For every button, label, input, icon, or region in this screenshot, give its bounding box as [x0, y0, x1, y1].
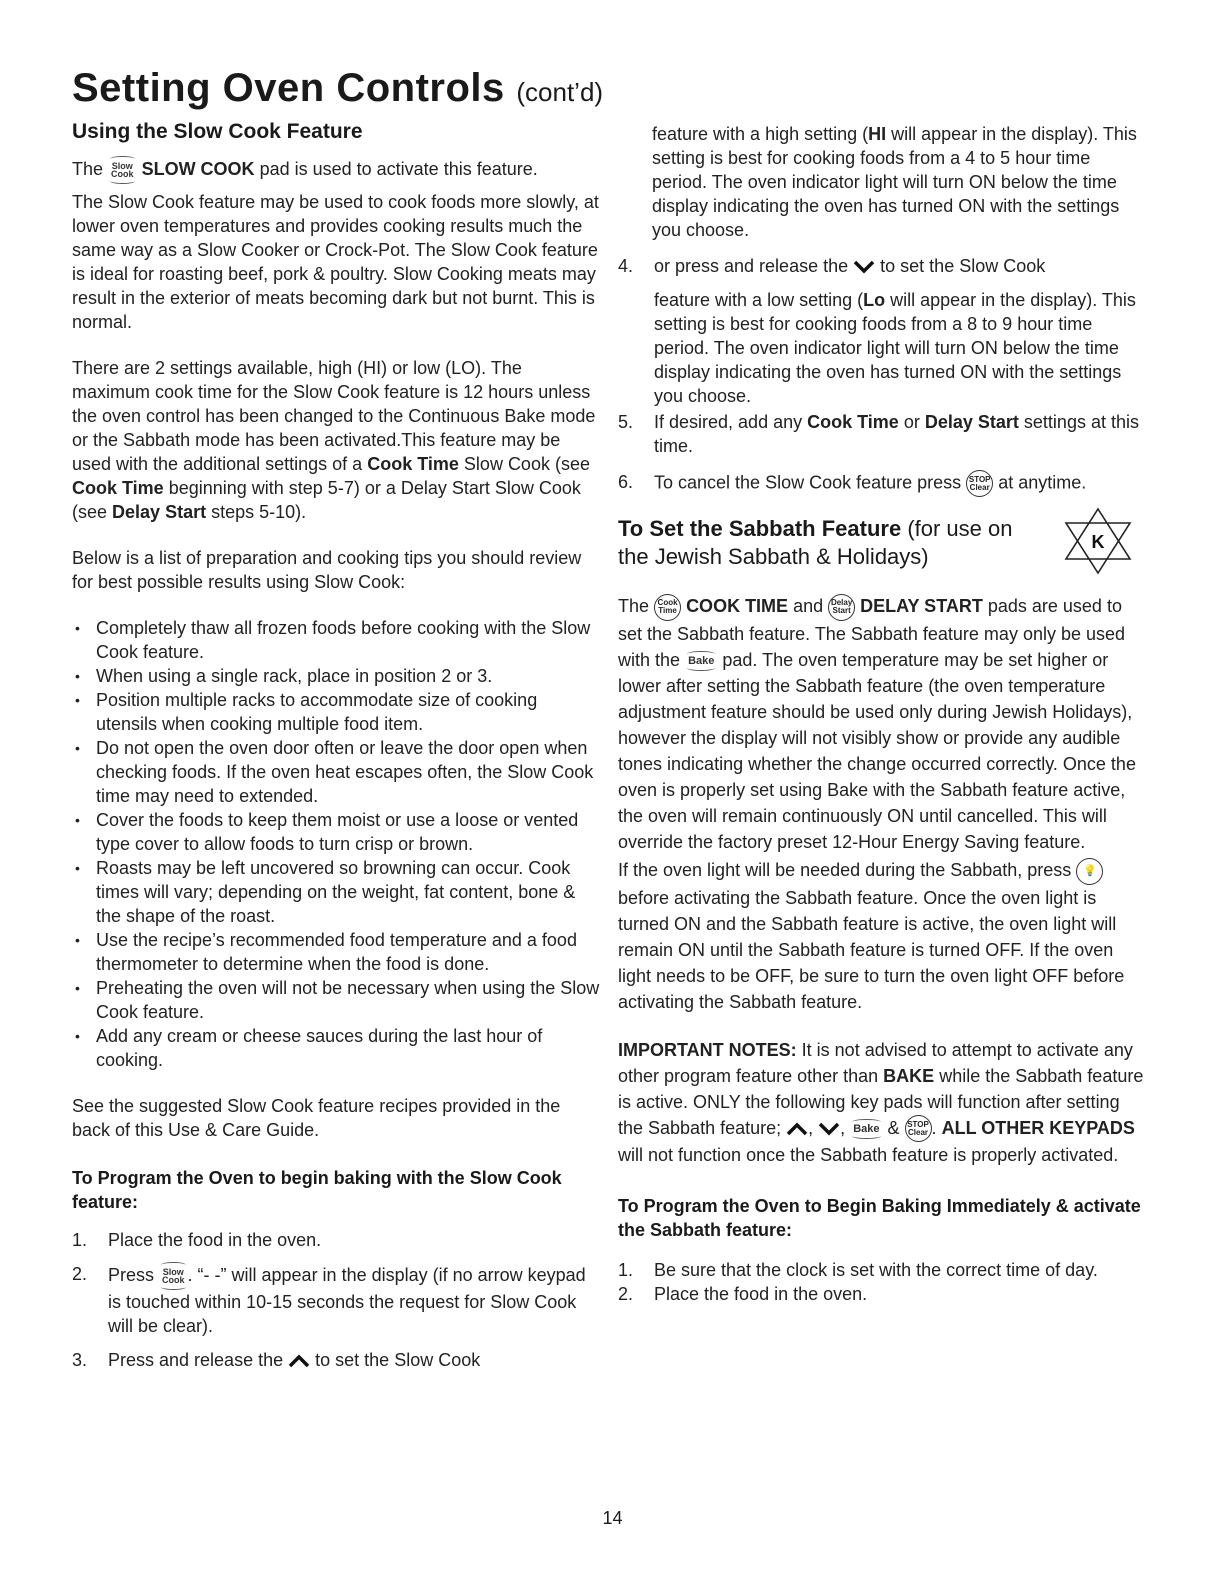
page-title — [72, 66, 603, 111]
left-column — [72, 118, 600, 1372]
list-item: • Preheating the oven will not be necessary when using the Slow Cook feature. — [72, 976, 600, 1024]
step-3: 3. Press and release the to set the Slow Cook — [72, 1350, 481, 1370]
slow-cook-pad-icon: Slow Cook — [108, 156, 137, 184]
recipes-note: See the suggested Slow Cook feature recipes provided in the back of this Use & Care Guide. — [72, 1096, 561, 1140]
list-item: • When using a single rack, place in position 2 or 3. — [72, 664, 600, 688]
list-item: • Completely thaw all frozen foods before cooking with the Slow Cook feature. — [72, 616, 600, 664]
step-3-continued: feature with a high setting (HI will appear in the display). This setting is best for cooking foods from a 4 to 5 hour time period. The oven indicator light will turn ON below the time display indicating the oven has turned ON with the settings you choose. — [652, 124, 1137, 240]
slow-cook-settings: There are 2 settings available, high (HI) or low (LO). The maximum cook time for the Slow Cook feature is 12 hours unless the oven control has been changed to the Continuous Bake mode or the Sabbath mode has been activated.This feature may be used with the additional settings of a Cook Time Slow Cook (see Cook Time beginning with step 5-7) or a Delay Start Slow Cook (see Delay Start steps 5-10). — [72, 358, 596, 522]
right-column — [618, 122, 1148, 1306]
program-slow-cook-heading: To Program the Oven to begin baking with the Slow Cook feature: — [72, 1168, 562, 1212]
oven-light-icon: 💡 — [1076, 858, 1103, 885]
down-arrow-icon — [818, 1122, 840, 1136]
step-2: 2. Press Slow Cook . “- -” will appear in the display (if no arrow keypad is touched within 10-15 seconds the request for Slow Cook will be clear). — [72, 1264, 586, 1336]
list-item: • Add any cream or cheese sauces during the last hour of cooking. — [72, 1024, 600, 1072]
slow-cook-pad-icon: Slow Cook — [159, 1262, 188, 1290]
up-arrow-icon — [288, 1354, 310, 1368]
oven-light-note: If the oven light will be needed during the Sabbath, press 💡 before activating the Sabbath feature. Once the oven light is turned ON and the Sabbath feature is active, the oven light will remain ON until the Sabbath feature is turned OFF. If the oven light needs to be OFF, be sure to turn the oven light OFF before activating the Sabbath feature. — [618, 857, 1148, 1015]
list-item: • Use the recipe’s recommended food temperature and a food thermometer to determine when the food is done. — [72, 928, 600, 976]
list-item: • Cover the foods to keep them moist or use a loose or vented type cover to allow foods to turn crisp or brown. — [72, 808, 600, 856]
important-notes: IMPORTANT NOTES: It is not advised to attempt to activate any other program feature other than BAKE while the Sabbath feature is active. ONLY the following key pads will function after setting the Sabbath feature; , , Bake & STOP Clear . ALL OTHER KEYPADS will not function once the Sabbath feature is properly activated. — [618, 1039, 1144, 1166]
delay-start-pad-icon: Delay Start — [828, 594, 855, 621]
stop-clear-pad-icon: STOP Clear — [966, 470, 993, 497]
step-4-continued: feature with a low setting (Lo will appear in the display). This setting is best for cooking foods from a 8 to 9 hour time period. The oven indicator light will turn ON below the time display indicating the oven has turned ON with the settings you choose. — [654, 290, 1136, 406]
slow-cook-steps-continued — [618, 254, 1148, 497]
tips-list — [72, 616, 600, 1072]
tips-intro: Below is a list of preparation and cooking tips you should review for best possible results using Slow Cook: — [72, 548, 582, 592]
bake-pad-icon: Bake — [850, 1119, 882, 1139]
title-main: Setting Oven Controls — [72, 66, 505, 110]
list-item: • Do not open the oven door often or leave the door open when checking foods. If the oven heat escapes often, the Slow Cook time may need to extended. — [72, 736, 600, 808]
step-4: 4. or press and release the to set the Slow Cook feature with a low setting (Lo will appear in the display). This setting is best for cooking foods from a 8 to 9 hour time period. The oven indicator light will turn ON below the time display indicating the oven has turned ON with the settings you choose. — [618, 254, 1148, 408]
slow-cook-description: The Slow Cook feature may be used to cook foods more slowly, at lower oven temperatures and provides cooking results much the same way as a Slow Cooker or Crock-Pot. The Slow Cook feature is ideal for roasting beef, pork & poultry. Slow Cooking meats may result in the exterior of meats becoming dark but not burnt. This is normal. — [72, 192, 599, 332]
step-6: 6. To cancel the Slow Cook feature press STOP Clear at anytime. — [618, 470, 1148, 497]
up-arrow-icon — [786, 1122, 808, 1136]
step-1: 1. Be sure that the clock is set with the correct time of day. — [618, 1260, 1098, 1281]
slow-cook-intro: The Slow Cook SLOW COOK pad is used to activate this feature. — [72, 156, 600, 184]
sabbath-description: The Cook Time COOK TIME and Delay Start DELAY START pads are used to set the Sabbath feature. The Sabbath feature may only be used with the Bake pad. The oven temperature may be set higher or lower after setting the Sabbath feature (the oven temperature adjustment feature should be used only during Jewish Holidays), however the display will not visibly show or provide any audible tones indicating whether the change occurred correctly. Once the oven is properly set using Bake with the Sabbath feature active, the oven will remain continuously ON until cancelled. This will override the factory preset 12-Hour Energy Saving feature. — [618, 593, 1148, 855]
title-suffix: (cont’d) — [516, 77, 604, 107]
step-5: 5. If desired, add any Cook Time or Delay Start settings at this time. — [618, 412, 1139, 456]
sabbath-steps — [618, 1258, 1148, 1306]
step-2: 2. Place the food in the oven. — [618, 1284, 868, 1305]
stop-clear-pad-icon: STOP Clear — [905, 1115, 932, 1142]
slow-cook-steps — [72, 1228, 600, 1372]
bake-pad-icon: Bake — [685, 651, 717, 671]
page-number: 14 — [602, 1508, 623, 1528]
cook-time-pad-icon: Cook Time — [654, 594, 681, 621]
step-1: 1. Place the food in the oven. — [72, 1230, 322, 1250]
sabbath-heading: To Set the Sabbath Feature (for use on the Jewish Sabbath & Holidays) — [618, 516, 1013, 569]
star-of-david-icon — [1058, 507, 1138, 575]
list-item: • Position multiple racks to accommodate size of cooking utensils when cooking multiple food item. — [72, 688, 600, 736]
list-item: • Roasts may be left uncovered so browning can occur. Cook times will vary; depending on the weight, fat content, bone & the shape of the roast. — [72, 856, 600, 928]
slow-cook-heading: Using the Slow Cook Feature — [72, 120, 363, 143]
down-arrow-icon — [853, 260, 875, 274]
sabbath-heading-block — [618, 515, 1138, 571]
star-letter: K — [1091, 532, 1105, 552]
program-sabbath-heading: To Program the Oven to Begin Baking Immediately & activate the Sabbath feature: — [618, 1196, 1141, 1241]
